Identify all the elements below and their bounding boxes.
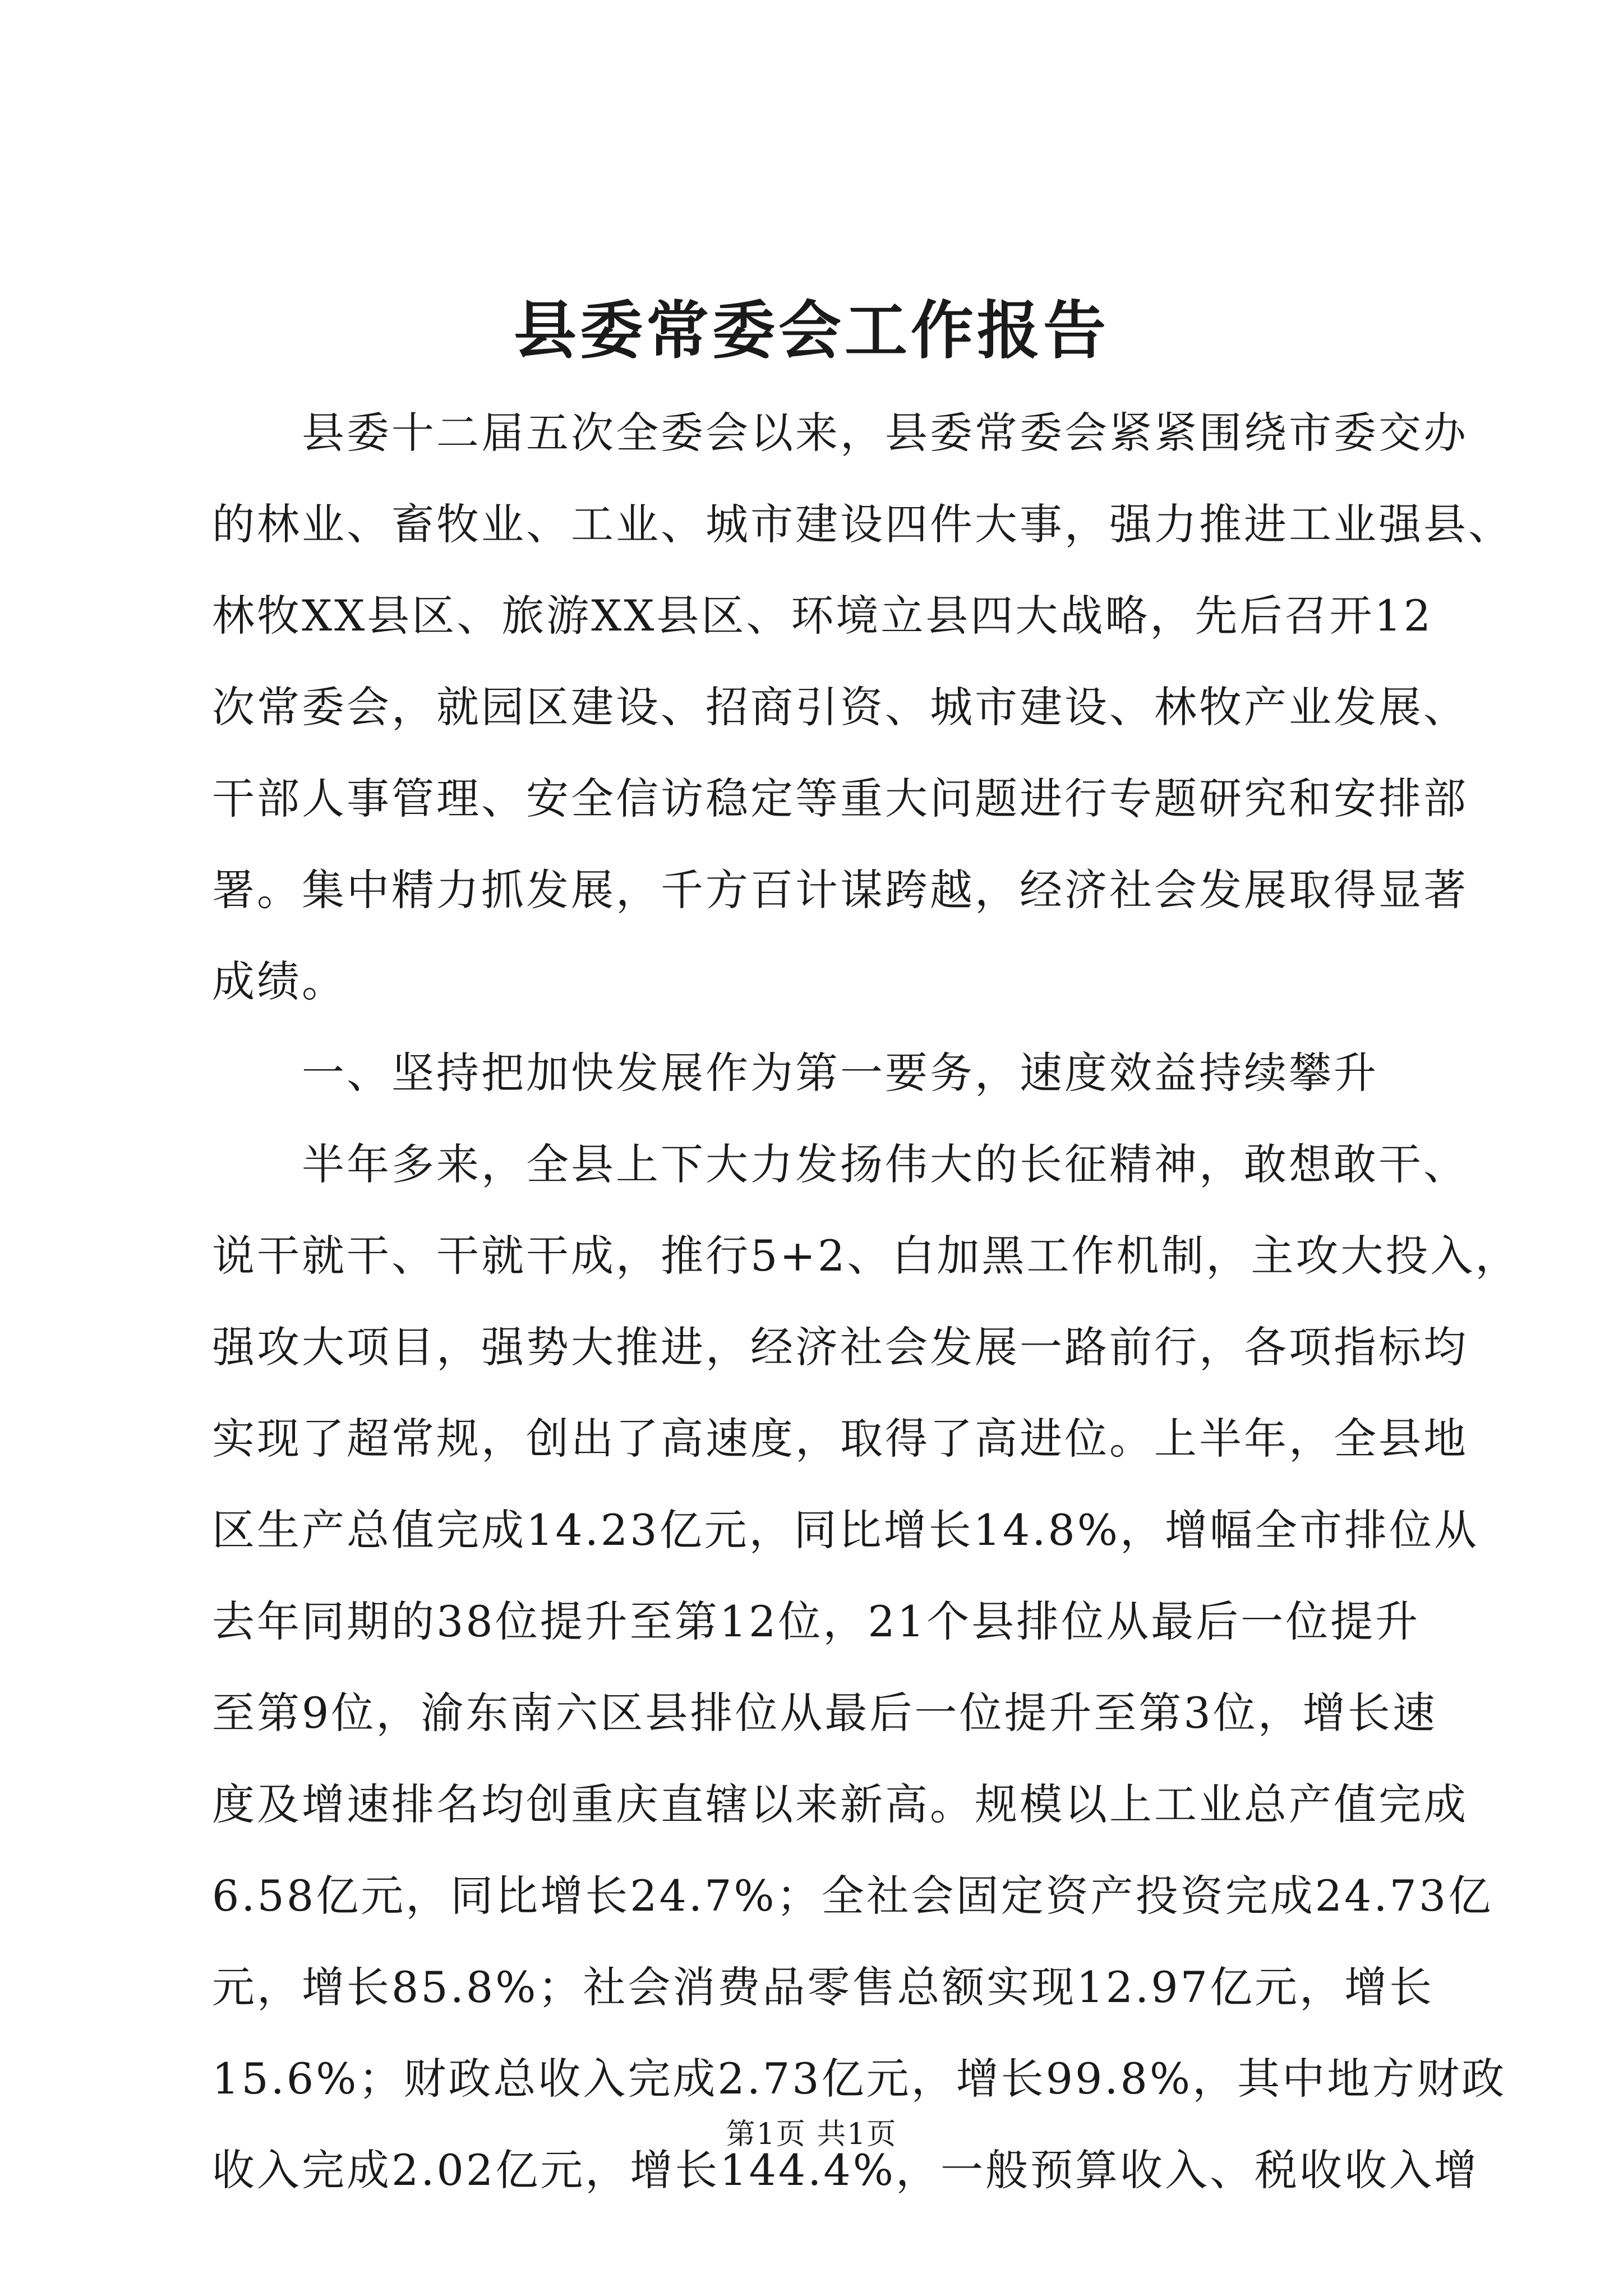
paragraph-line: 6.58亿元，同比增长24.7%；全社会固定资产投资完成24.73亿 (212, 1871, 1493, 1921)
paragraph-line: 林牧XX县区、旅游XX县区、环境立县四大战略，先后召开12 (212, 591, 1433, 641)
paragraph-line: 成绩。 (212, 956, 347, 1006)
paragraph-line: 强攻大项目，强势大推进，经济社会发展一路前行，各项指标均 (212, 1322, 1468, 1372)
paragraph-line: 至第9位，渝东南六区县排位从最后一位提升至第3位，增长速 (212, 1688, 1437, 1738)
document-body (212, 387, 1520, 2216)
section-heading: 一、坚持把加快发展作为第一要务，速度效益持续攀升 (302, 1048, 1378, 1098)
paragraph-line: 区生产总值完成14.23亿元，同比增长14.8%，增幅全市排位从 (212, 1505, 1479, 1555)
paragraph-line: 去年同期的38位提升至第12位，21个县排位从最后一位提升 (212, 1596, 1421, 1646)
paragraph-line: 干部人事管理、安全信访稳定等重大问题进行专题研究和安排部 (212, 774, 1468, 823)
page-footer: 第1页 共1页 (726, 2118, 897, 2151)
paragraph-line: 度及增速排名均创重庆直辖以来新高。规模以上工业总产值完成 (212, 1779, 1468, 1829)
paragraph-line: 15.6%；财政总收入完成2.73亿元，增长99.8%，其中地方财政 (212, 2054, 1507, 2104)
paragraph-line: 的林业、畜牧业、工业、城市建设四件大事，强力推进工业强县、 (212, 499, 1513, 549)
paragraph-line: 元，增长85.8%；社会消费品零售总额实现12.97亿元，增长 (212, 1962, 1435, 2012)
paragraph-line: 署。集中精力抓发展，千方百计谋跨越，经济社会发展取得显著 (212, 865, 1468, 915)
paragraph-line: 收入完成2.02亿元，增长144.4%，一般预算收入、税收收入增 (212, 2145, 1479, 2195)
document-title: 县委常委会工作报告 (514, 294, 1109, 367)
paragraph-line: 实现了超常规，创出了高速度，取得了高进位。上半年，全县地 (212, 1414, 1468, 1464)
paragraph-line: 次常委会，就园区建设、招商引资、城市建设、林牧产业发展、 (212, 682, 1468, 732)
paragraph-line: 说干就干、干就干成，推行5+2、白加黑工作机制，主攻大投入， (212, 1231, 1520, 1281)
paragraph-line: 县委十二届五次全委会以来，县委常委会紧紧围绕市委交办 (302, 408, 1468, 458)
paragraph-line: 半年多来，全县上下大力发扬伟大的长征精神，敢想敢干、 (302, 1139, 1468, 1189)
